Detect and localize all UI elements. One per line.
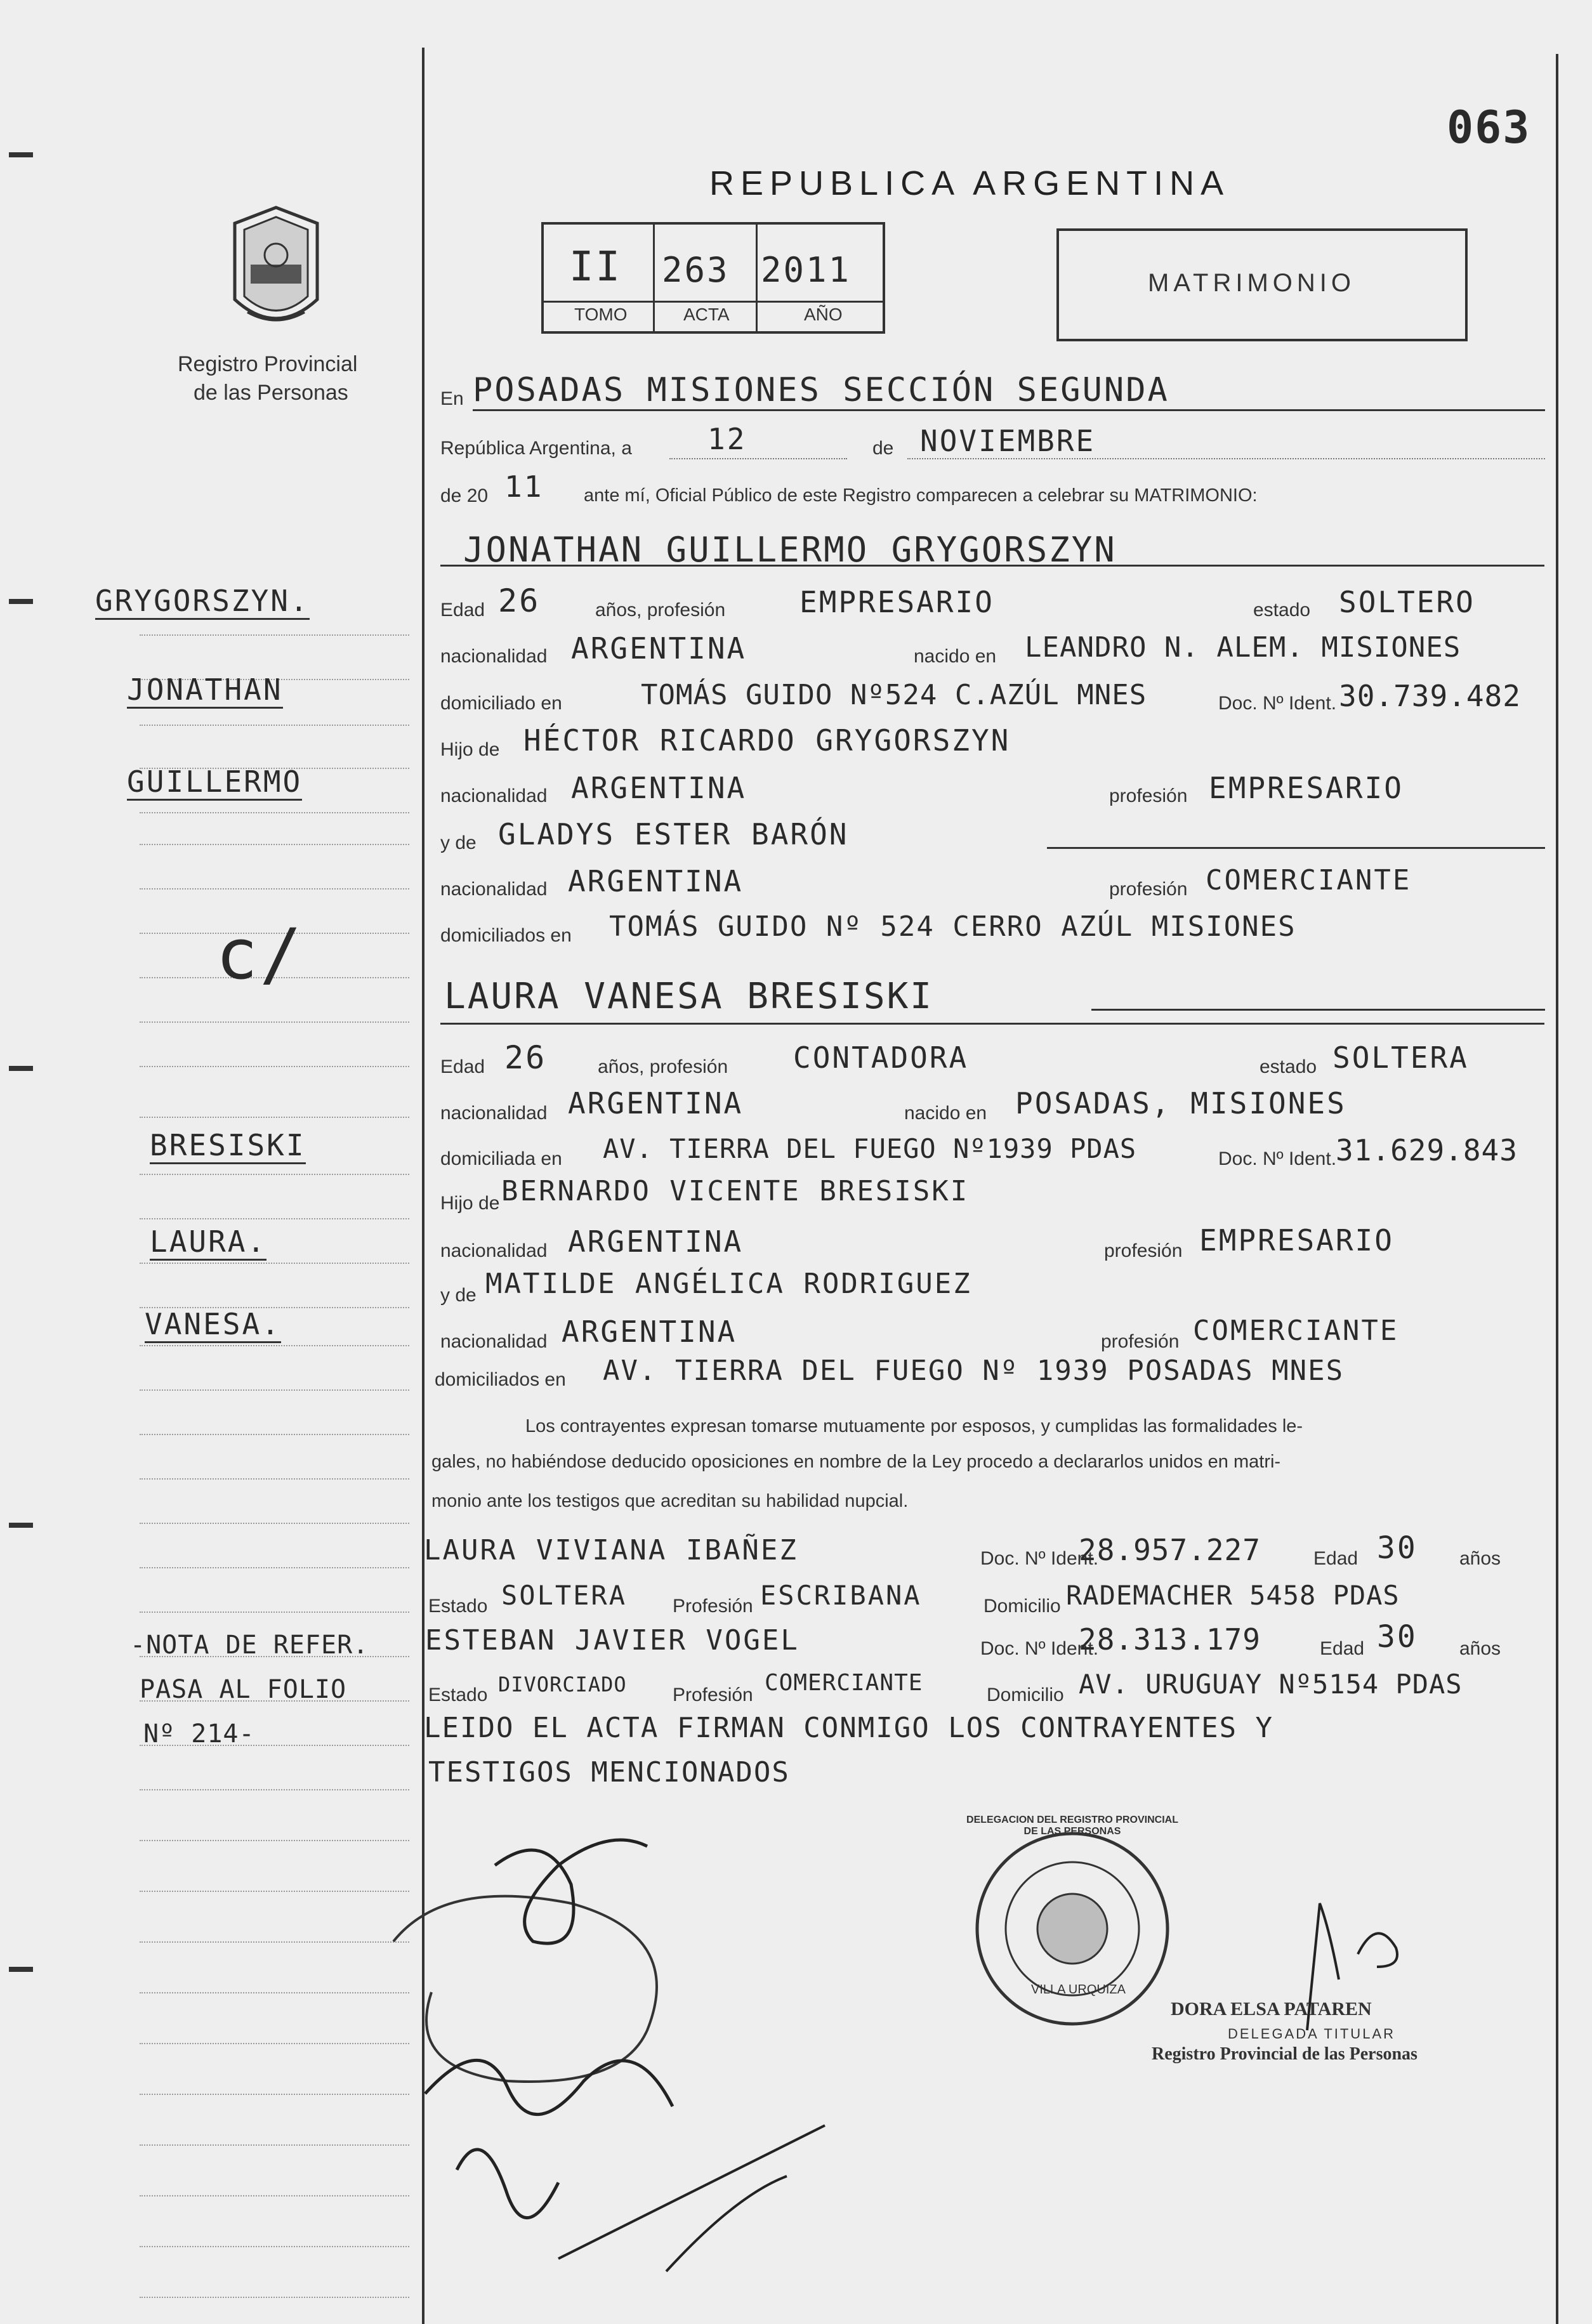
page-title: REPUBLICA ARGENTINA xyxy=(709,164,1230,202)
bride-mother: MATILDE ANGÉLICA RODRIGUEZ xyxy=(485,1268,972,1300)
bride-father: BERNARDO VICENTE BRESISKI xyxy=(501,1175,970,1207)
witness-1-doc: 28.957.227 xyxy=(1079,1533,1261,1567)
witness-1-address: RADEMACHER 5458 PDAS xyxy=(1066,1580,1400,1611)
label-w-anos: años xyxy=(1459,1548,1501,1569)
label-edad: Edad xyxy=(440,600,485,620)
margin-note-line3: Nº 214- xyxy=(143,1719,255,1749)
label-nacido-en: nacido en xyxy=(914,646,997,667)
witness-2-status: DIVORCIADO xyxy=(498,1672,627,1697)
tomo-value: II xyxy=(569,244,622,291)
label-republica: República Argentina, a xyxy=(440,438,632,459)
witness-1-age: 30 xyxy=(1377,1530,1418,1566)
witness-2-name: ESTEBAN JAVIER VOGEL xyxy=(425,1624,799,1657)
label-doc-ident: Doc. Nº Ident. xyxy=(1218,693,1337,714)
witness-2-age: 30 xyxy=(1377,1619,1418,1655)
witness-2-profession: COMERCIANTE xyxy=(765,1670,923,1696)
closing-line2: TESTIGOS MENCIONADOS xyxy=(428,1756,790,1789)
groom-status: SOLTERO xyxy=(1339,585,1475,619)
groom-mother-profession: COMERCIANTE xyxy=(1206,864,1412,896)
tomo-acta-anio-box xyxy=(541,222,885,334)
label-w-profesion: Profesión xyxy=(673,1596,753,1617)
binding-mark xyxy=(9,1523,33,1528)
label-domiciliada: domiciliada en xyxy=(440,1148,562,1169)
registry-name-line1: Registro Provincial xyxy=(178,352,358,376)
bride-profession: CONTADORA xyxy=(793,1041,969,1075)
witness-1-status: SOLTERA xyxy=(501,1580,628,1611)
official-name: DORA ELSA PATAREN xyxy=(1171,1999,1372,2019)
label-anos-profesion: años, profesión xyxy=(595,600,726,620)
margin-groom-first: JONATHAN xyxy=(127,673,283,709)
label-w-anos: años xyxy=(1459,1638,1501,1659)
label-w-estado: Estado xyxy=(428,1684,488,1705)
label-w-domicilio: Domicilio xyxy=(987,1684,1064,1705)
label-domiciliado: domiciliado en xyxy=(440,693,562,714)
bride-full-name: LAURA VANESA BRESISKI xyxy=(444,976,934,1017)
label-anos-profesion: años, profesión xyxy=(598,1056,728,1077)
registry-name-line2: de las Personas xyxy=(194,381,348,405)
label-hijo-de: Hijo de xyxy=(440,1193,500,1214)
label-estado: estado xyxy=(1260,1056,1317,1077)
margin-groom-middle: GUILLERMO xyxy=(127,765,302,801)
groom-mother: GLADYS ESTER BARÓN xyxy=(498,817,849,851)
margin-note-line2: PASA AL FOLIO xyxy=(140,1675,347,1704)
formal-text-line1: Los contrayentes expresan tomarse mutuamente por esposos, y cumplidas las formalidades le- xyxy=(525,1416,1303,1436)
label-nacionalidad: nacionalidad xyxy=(440,1103,548,1124)
label-y-de: y de xyxy=(440,832,477,853)
groom-birthplace: LEANDRO N. ALEM. MISIONES xyxy=(1025,631,1461,664)
official-org: Registro Provincial de las Personas xyxy=(1152,2044,1418,2064)
binding-mark xyxy=(9,152,33,157)
witness-1-name: LAURA VIVIANA IBAÑEZ xyxy=(424,1534,798,1566)
label-w-profesion: Profesión xyxy=(673,1684,753,1705)
witness-2-address: AV. URUGUAY Nº5154 PDAS xyxy=(1079,1669,1463,1700)
label-domiciliados: domiciliados en xyxy=(440,925,572,946)
label-ante-mi: ante mí, Oficial Público de este Registro comparecen a celebrar su MATRIMONIO: xyxy=(584,485,1258,506)
bride-age: 26 xyxy=(504,1039,547,1076)
round-seal-text: DELEGACION DEL REGISTRO PROVINCIAL DE LAS PERSONAS xyxy=(966,1815,1178,1837)
binding-mark xyxy=(9,599,33,604)
label-nacionalidad: nacionalidad xyxy=(440,1331,548,1352)
margin-bride-surname: BRESISKI xyxy=(150,1128,306,1164)
label-profesion: profesión xyxy=(1101,1331,1180,1352)
label-nacionalidad: nacionalidad xyxy=(440,646,548,667)
provincial-seal-icon xyxy=(222,204,330,338)
groom-full-name: JONATHAN GUILLERMO GRYGORSZYN xyxy=(463,530,1117,570)
margin-bride-middle: VANESA. xyxy=(145,1307,281,1343)
label-nacionalidad: nacionalidad xyxy=(440,785,548,806)
groom-parents-address: TOMÁS GUIDO Nº 524 CERRO AZÚL MISIONES xyxy=(609,910,1296,943)
tomo-label: TOMO xyxy=(574,305,628,324)
label-domiciliados: domiciliados en xyxy=(435,1369,566,1390)
label-w-estado: Estado xyxy=(428,1596,488,1617)
document-type-box xyxy=(1056,228,1468,341)
label-w-doc-ident: Doc. Nº Ident. xyxy=(980,1638,1099,1659)
binding-mark xyxy=(9,1066,33,1071)
label-w-doc-ident: Doc. Nº Ident. xyxy=(980,1548,1099,1569)
label-y-de: y de xyxy=(440,1285,477,1306)
bride-father-profession: EMPRESARIO xyxy=(1199,1223,1394,1257)
acta-value: 263 xyxy=(662,250,730,290)
official-signature xyxy=(1269,1891,1434,2043)
groom-father-profession: EMPRESARIO xyxy=(1209,771,1404,805)
bride-parents-address: AV. TIERRA DEL FUEGO Nº 1939 POSADAS MNES xyxy=(603,1355,1345,1387)
bride-address: AV. TIERRA DEL FUEGO Nº1939 PDAS xyxy=(603,1133,1137,1164)
act-day: 12 xyxy=(707,422,747,456)
bride-doc: 31.629.843 xyxy=(1336,1133,1518,1167)
bride-father-nationality: ARGENTINA xyxy=(568,1224,744,1259)
groom-father-nationality: ARGENTINA xyxy=(571,771,747,805)
margin-note-line1: -NOTA DE REFER. xyxy=(130,1631,369,1660)
label-profesion: profesión xyxy=(1109,879,1188,900)
label-hijo-de: Hijo de xyxy=(440,739,500,760)
round-seal-place: VILLA URQUIZA xyxy=(1031,1983,1126,1997)
label-w-edad: Edad xyxy=(1320,1638,1365,1659)
act-place: POSADAS MISIONES SECCIÓN SEGUNDA xyxy=(473,371,1169,409)
groom-profession: EMPRESARIO xyxy=(799,585,994,619)
round-official-seal xyxy=(971,1827,1174,2030)
bride-nationality: ARGENTINA xyxy=(568,1086,744,1120)
label-nacionalidad: nacionalidad xyxy=(440,879,548,900)
groom-nationality: ARGENTINA xyxy=(571,631,747,666)
act-year-suffix: 11 xyxy=(504,469,544,504)
witness-1-profession: ESCRIBANA xyxy=(760,1580,922,1611)
act-month: NOVIEMBRE xyxy=(920,424,1096,458)
bride-mother-profession: COMERCIANTE xyxy=(1193,1315,1399,1347)
label-nacido-en: nacido en xyxy=(904,1103,987,1124)
label-profesion: profesión xyxy=(1104,1240,1183,1261)
acta-label: ACTA xyxy=(683,305,730,324)
margin-groom-surname: GRYGORSZYN. xyxy=(95,584,310,620)
official-role: DELEGADA TITULAR xyxy=(1228,2026,1395,2042)
signatures-drawing xyxy=(381,1789,952,2322)
groom-doc: 30.739.482 xyxy=(1339,679,1521,713)
groom-address: TOMÁS GUIDO Nº524 C.AZÚL MNES xyxy=(641,679,1147,711)
document-type: MATRIMONIO xyxy=(1148,269,1356,297)
label-en: En xyxy=(440,388,464,409)
closing-line1: LEIDO EL ACTA FIRMAN CONMIGO LOS CONTRAYENTES Y xyxy=(424,1712,1274,1744)
witness-2-doc: 28.313.179 xyxy=(1079,1622,1261,1657)
anio-label: AÑO xyxy=(804,305,843,324)
right-frame-line xyxy=(1556,54,1558,2324)
label-estado: estado xyxy=(1253,600,1311,620)
anio-value: 2011 xyxy=(761,250,852,290)
formal-text-line2: gales, no habiéndose deducido oposiciones en nombre de la Ley procedo a declararlos unidos en matri- xyxy=(431,1452,1281,1472)
label-nacionalidad: nacionalidad xyxy=(440,1240,548,1261)
page-number: 063 xyxy=(1447,102,1531,154)
label-w-edad: Edad xyxy=(1313,1548,1358,1569)
label-edad: Edad xyxy=(440,1056,485,1077)
groom-father: HÉCTOR RICARDO GRYGORSZYN xyxy=(523,723,1011,758)
label-doc-ident: Doc. Nº Ident. xyxy=(1218,1148,1337,1169)
groom-mother-nationality: ARGENTINA xyxy=(568,864,744,898)
label-profesion: profesión xyxy=(1109,785,1188,806)
bride-status: SOLTERA xyxy=(1332,1041,1469,1075)
bride-mother-nationality: ARGENTINA xyxy=(562,1315,737,1349)
binding-mark xyxy=(9,1967,33,1972)
groom-age: 26 xyxy=(498,582,541,619)
formal-text-line3: monio ante los testigos que acreditan su habilidad nupcial. xyxy=(431,1491,909,1511)
margin-with-mark: c/ xyxy=(216,914,304,995)
margin-bride-first: LAURA. xyxy=(150,1224,266,1261)
bride-birthplace: POSADAS, MISIONES xyxy=(1015,1086,1346,1120)
label-de-month: de xyxy=(872,438,894,459)
label-de-20: de 20 xyxy=(440,485,489,506)
label-w-domicilio: Domicilio xyxy=(983,1596,1061,1617)
